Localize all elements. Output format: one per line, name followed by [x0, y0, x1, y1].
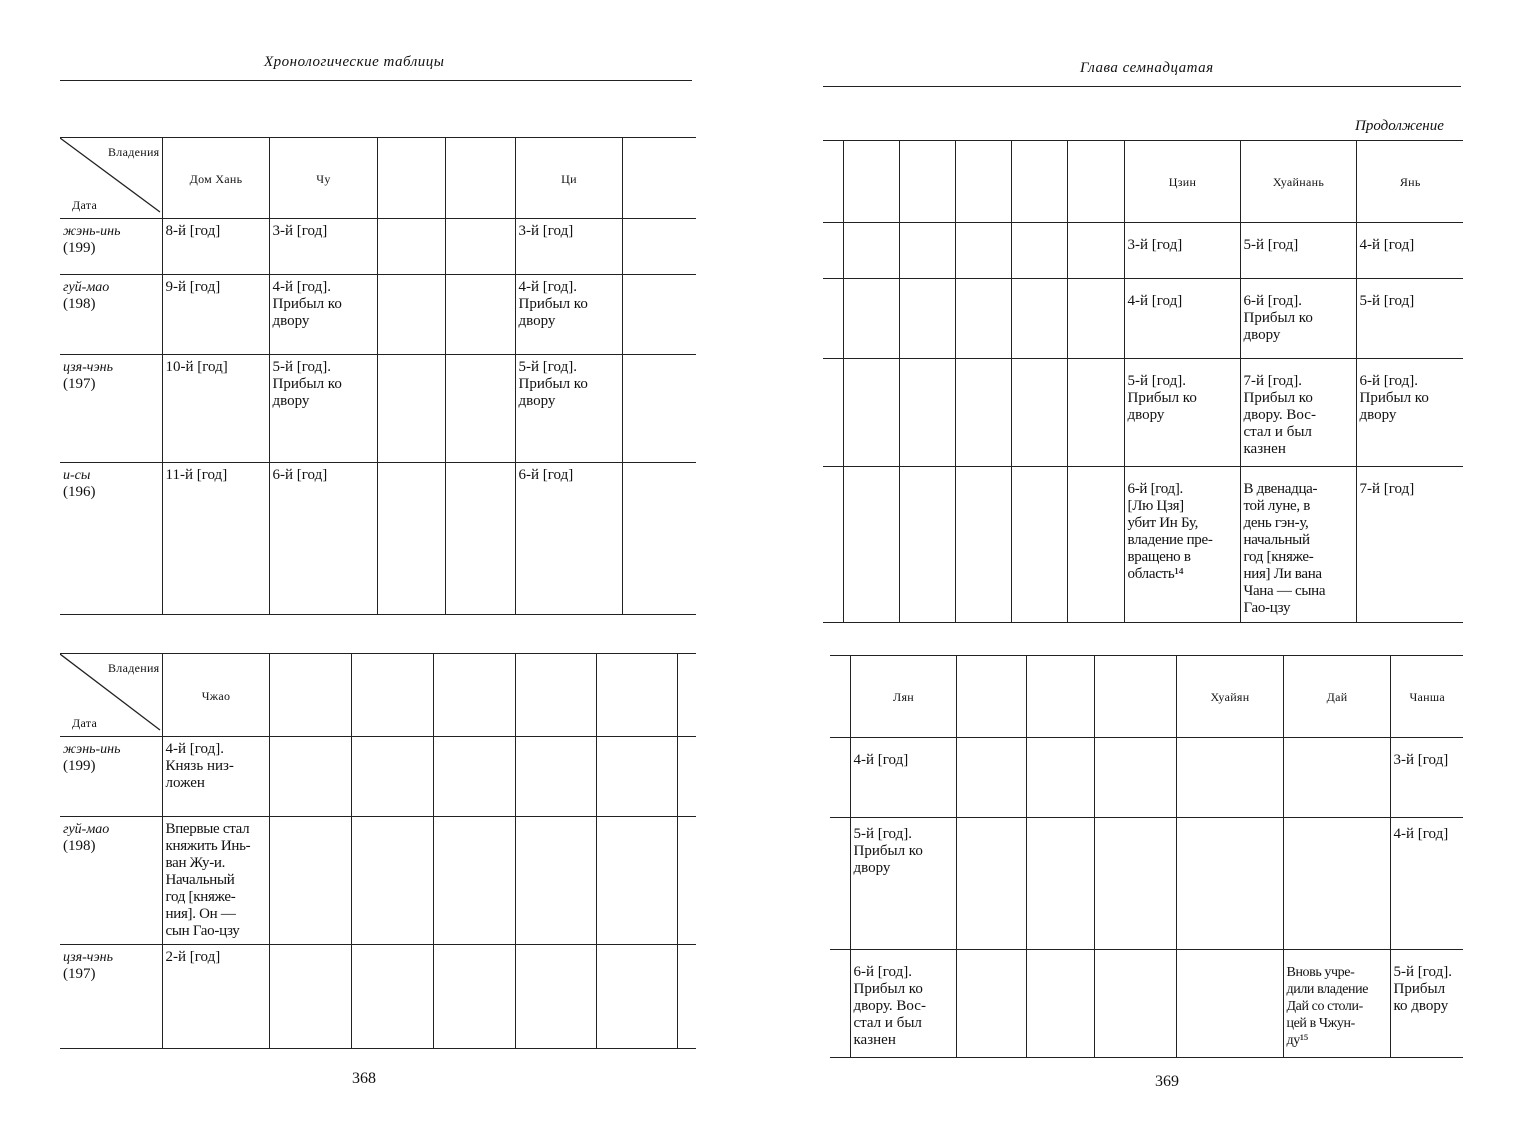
table-cell: [269, 737, 351, 817]
table-cell: [433, 817, 515, 945]
table-cell: [1283, 818, 1390, 950]
table-cell: [1176, 818, 1283, 950]
column-header: Хуайнань: [1240, 141, 1356, 223]
table-cell: [1026, 818, 1094, 950]
table-cell: [377, 219, 445, 275]
corner-header: [60, 654, 162, 737]
table-cell: 4-й [год]: [850, 738, 956, 818]
table-row: [823, 467, 1463, 623]
cyclic-date: цзя-чэнь: [63, 950, 113, 965]
table-cell: [377, 355, 445, 463]
right-table-lower: [830, 655, 1463, 1058]
table-header-row: [823, 141, 1463, 223]
table-cell: 7-й [год]: [1356, 467, 1463, 623]
table-cell: [843, 359, 899, 467]
table-cell: [1011, 223, 1067, 279]
table-row: [830, 818, 1463, 950]
running-head-right: Глава семнадцатая: [1080, 60, 1214, 76]
table-cell: 4-й [год]: [1356, 223, 1463, 279]
table-cell: [899, 223, 955, 279]
column-header: Хуайян: [1176, 656, 1283, 738]
left-table-lower: [60, 653, 696, 1049]
table-cell: [1026, 950, 1094, 1058]
table-cell: [622, 275, 696, 355]
column-header: [1026, 656, 1094, 738]
table-cell: [830, 738, 850, 818]
table-cell: [445, 275, 515, 355]
table-cell: 5-й [год]. Прибыл ко двору: [850, 818, 956, 950]
cyclic-date: жэнь-инь: [63, 224, 121, 239]
column-header: [269, 654, 351, 737]
column-header: Дом Хань: [162, 138, 269, 219]
table-cell: 5-й [год]: [1356, 279, 1463, 359]
table-cell: [955, 223, 1011, 279]
table-cell: 4-й [год]. Прибыл ко двору: [269, 275, 377, 355]
table-cell: 3-й [год]: [1390, 738, 1463, 818]
table-cell: [1026, 738, 1094, 818]
table-cell: [1011, 467, 1067, 623]
cyclic-date: жэнь-инь: [63, 742, 121, 757]
running-head-left: Хронологические таблицы: [264, 54, 445, 70]
table-cell: [1094, 950, 1176, 1058]
table-header-row: [60, 654, 696, 737]
table-row: [60, 463, 696, 615]
table-cell: [899, 279, 955, 359]
table-cell: 4-й [год]. Князь низ- ложен: [162, 737, 269, 817]
table-cell: 5-й [год]. Прибыл ко двору: [1124, 359, 1240, 467]
table-cell: [823, 279, 843, 359]
table-row: [60, 355, 696, 463]
corner-label-domains: Владения: [107, 661, 160, 675]
table-cell: [377, 275, 445, 355]
table-cell: 4-й [год]: [1390, 818, 1463, 950]
right-page: [763, 0, 1526, 1142]
column-header: [1094, 656, 1176, 738]
table-cell: [377, 463, 445, 615]
table-cell: [956, 818, 1026, 950]
date-cell: [60, 737, 162, 817]
table-cell: [956, 950, 1026, 1058]
column-header: Чанша: [1390, 656, 1463, 738]
table-row: [60, 737, 696, 817]
column-header: [823, 141, 843, 223]
table-cell: [823, 359, 843, 467]
table-cell: [823, 467, 843, 623]
table-cell: [515, 737, 596, 817]
table-cell: [830, 950, 850, 1058]
column-header: [622, 138, 696, 219]
table-cell: [823, 223, 843, 279]
table-cell: [433, 737, 515, 817]
table-cell: [622, 355, 696, 463]
table-header-row: [830, 656, 1463, 738]
date-year: (198): [63, 838, 96, 854]
date-cell: [60, 219, 162, 275]
table-cell: [596, 817, 677, 945]
column-header: [596, 654, 677, 737]
table-cell: 7-й [год]. Прибыл ко двору. Вос- стал и был казнен: [1240, 359, 1356, 467]
column-header: [899, 141, 955, 223]
table-cell: [899, 359, 955, 467]
column-header: [677, 654, 696, 737]
table-cell: Вновь учре- дили владение Дай со столи- цей в Чжун- ду¹⁵: [1283, 950, 1390, 1058]
corner-label-date: Дата: [72, 198, 98, 212]
table-cell: [622, 463, 696, 615]
table-cell: [269, 945, 351, 1049]
date-year: (199): [63, 758, 96, 774]
table-cell: 4-й [год]. Прибыл ко двору: [515, 275, 622, 355]
corner-label-domains: Владения: [107, 145, 160, 159]
table-cell: [830, 818, 850, 950]
date-cell: [60, 817, 162, 945]
table-cell: [955, 279, 1011, 359]
table-cell: 10-й [год]: [162, 355, 269, 463]
table-cell: 3-й [год]: [515, 219, 622, 275]
table-row: [830, 950, 1463, 1058]
date-cell: [60, 463, 162, 615]
date-year: (197): [63, 376, 96, 392]
table-cell: [1176, 950, 1283, 1058]
table-row: [60, 219, 696, 275]
table-cell: 5-й [год]: [1240, 223, 1356, 279]
table-cell: [899, 467, 955, 623]
column-header: Янь: [1356, 141, 1463, 223]
table-row: [60, 817, 696, 945]
table-cell: 5-й [год]. Прибыл ко двору: [1390, 950, 1463, 1058]
column-header: Чжао: [162, 654, 269, 737]
table-row: [830, 738, 1463, 818]
table-cell: 6-й [год]: [515, 463, 622, 615]
table-cell: Впервые стал княжить Инь- ван Жу-и. Начальный год [княже- ния]. Он — сын Гао-цзу: [162, 817, 269, 945]
table-cell: [843, 279, 899, 359]
table-cell: [622, 219, 696, 275]
column-header: [830, 656, 850, 738]
table-row: [60, 275, 696, 355]
date-year: (199): [63, 240, 96, 256]
head-rule-right: [823, 86, 1461, 87]
table-cell: [351, 737, 433, 817]
table-cell: 5-й [год]. Прибыл ко двору: [269, 355, 377, 463]
table-cell: [955, 359, 1011, 467]
table-cell: [1094, 738, 1176, 818]
column-header: [956, 656, 1026, 738]
table-cell: 9-й [год]: [162, 275, 269, 355]
table-cell: 6-й [год]. Прибыл ко двору: [1240, 279, 1356, 359]
table-cell: [351, 945, 433, 1049]
column-header: [351, 654, 433, 737]
table-cell: В двенадца- той луне, в день гэн-у, начальный год [княже- ния] Ли вана Чана — сына Гао-цзу: [1240, 467, 1356, 623]
table-cell: [677, 817, 696, 945]
column-header: [955, 141, 1011, 223]
cyclic-date: гуй-мао: [63, 822, 110, 837]
cyclic-date: гуй-мао: [63, 280, 110, 295]
date-cell: [60, 355, 162, 463]
table-cell: [433, 945, 515, 1049]
table-cell: [1283, 738, 1390, 818]
table-cell: 3-й [год]: [1124, 223, 1240, 279]
table-header-row: [60, 138, 696, 219]
table-cell: 11-й [год]: [162, 463, 269, 615]
right-table-upper: [823, 140, 1463, 623]
table-cell: [1011, 279, 1067, 359]
table-cell: [956, 738, 1026, 818]
table-cell: 6-й [год]. Прибыл ко двору: [1356, 359, 1463, 467]
table-cell: [445, 219, 515, 275]
table-cell: [843, 223, 899, 279]
table-cell: [1067, 223, 1124, 279]
corner-header: [60, 138, 162, 219]
table-cell: [596, 945, 677, 1049]
table-cell: 3-й [год]: [269, 219, 377, 275]
table-cell: 4-й [год]: [1124, 279, 1240, 359]
table-cell: [351, 817, 433, 945]
continuation-label: Продолжение: [1355, 118, 1444, 134]
table-cell: [677, 737, 696, 817]
left-table-upper: [60, 137, 696, 615]
table-cell: [515, 945, 596, 1049]
table-row: [60, 945, 696, 1049]
table-cell: [445, 463, 515, 615]
cyclic-date: и-сы: [63, 468, 91, 483]
column-header: [843, 141, 899, 223]
page-number-right: 369: [1155, 1073, 1179, 1090]
table-cell: [955, 467, 1011, 623]
table-cell: [269, 817, 351, 945]
column-header: [1011, 141, 1067, 223]
column-header: [1067, 141, 1124, 223]
column-header: [515, 654, 596, 737]
table-row: [823, 279, 1463, 359]
column-header: [445, 138, 515, 219]
table-cell: [843, 467, 899, 623]
head-rule-left: [60, 80, 692, 81]
column-header: [433, 654, 515, 737]
table-cell: [1067, 359, 1124, 467]
column-header: Лян: [850, 656, 956, 738]
table-cell: [1067, 279, 1124, 359]
table-cell: [445, 355, 515, 463]
table-cell: [677, 945, 696, 1049]
table-row: [823, 359, 1463, 467]
column-header: Чу: [269, 138, 377, 219]
table-cell: [1094, 818, 1176, 950]
column-header: Дай: [1283, 656, 1390, 738]
date-year: (198): [63, 296, 96, 312]
table-row: [823, 223, 1463, 279]
table-cell: 6-й [год]. [Лю Цзя] убит Ин Бу, владение пре- вращено в область¹⁴: [1124, 467, 1240, 623]
date-year: (196): [63, 484, 96, 500]
corner-label-date: Дата: [72, 716, 98, 730]
table-cell: [596, 737, 677, 817]
table-cell: 6-й [год]. Прибыл ко двору. Вос- стал и был казнен: [850, 950, 956, 1058]
column-header: [377, 138, 445, 219]
date-cell: [60, 945, 162, 1049]
table-cell: 2-й [год]: [162, 945, 269, 1049]
cyclic-date: цзя-чэнь: [63, 360, 113, 375]
column-header: Цзин: [1124, 141, 1240, 223]
table-cell: 8-й [год]: [162, 219, 269, 275]
table-cell: [515, 817, 596, 945]
date-year: (197): [63, 966, 96, 982]
date-cell: [60, 275, 162, 355]
table-cell: 5-й [год]. Прибыл ко двору: [515, 355, 622, 463]
table-cell: 6-й [год]: [269, 463, 377, 615]
table-cell: [1176, 738, 1283, 818]
column-header: Ци: [515, 138, 622, 219]
table-cell: [1067, 467, 1124, 623]
table-cell: [1011, 359, 1067, 467]
page-number-left: 368: [352, 1070, 376, 1087]
